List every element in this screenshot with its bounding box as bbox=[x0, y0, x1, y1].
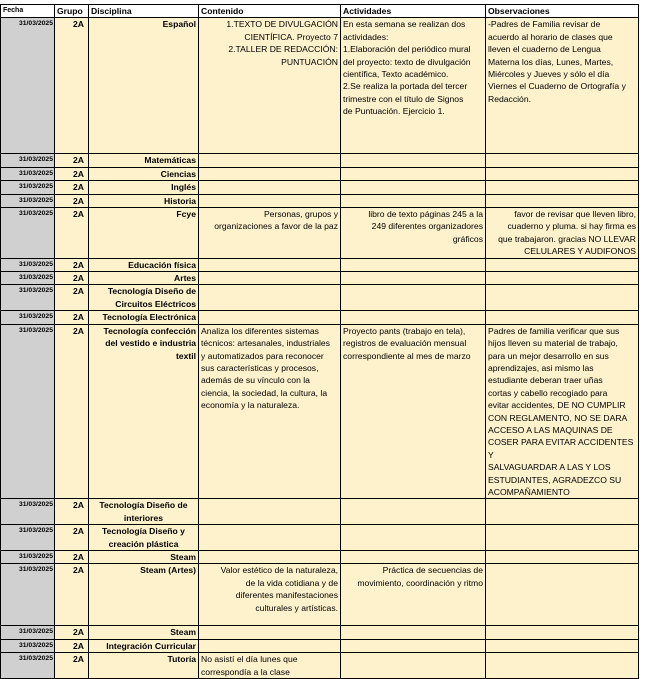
content-cell: Valor estético de la naturaleza, de la vida cotidiana y de diferentes manifestaciones culturales y artísticas. bbox=[199, 564, 341, 626]
observations-cell bbox=[486, 285, 639, 311]
group-cell: 2A bbox=[55, 324, 89, 499]
table-row bbox=[1, 653, 639, 679]
table-row bbox=[1, 208, 639, 259]
subject-cell: Historia bbox=[89, 194, 199, 207]
table-row bbox=[1, 285, 639, 311]
observations-cell bbox=[486, 525, 639, 551]
date-cell: 31/03/2025 bbox=[1, 167, 55, 180]
observations-cell bbox=[486, 181, 639, 194]
observations-cell bbox=[486, 194, 639, 207]
subject-cell: Tecnología Diseño de Circuitos Eléctricos bbox=[89, 285, 199, 311]
content-cell bbox=[199, 551, 341, 564]
header-grupo: Grupo bbox=[55, 5, 89, 18]
group-cell: 2A bbox=[55, 18, 89, 154]
observations-cell bbox=[486, 499, 639, 525]
date-cell: 31/03/2025 bbox=[1, 551, 55, 564]
activities-cell bbox=[341, 167, 486, 180]
observations-cell: Padres de familia verificar que sus hijos lleven su material de trabajo, para un mejor desarrollo en sus aprendizajes, asi mismo las estudiante deberan traer uñas cortas y cabello recogiado para evitar accidentes, DE NO CUMPLIR CON REGLAMENTO, NO SE DARA ACCESO A LAS MAQUINAS DE COSER PARA EVITAR ACCIDENTES Y SALVAGUARDAR A LAS Y LOS ESTUDIANTES, AGRADEZCO SU ACOMPAÑAMIENTO bbox=[486, 324, 639, 499]
subject-cell: Español bbox=[89, 18, 199, 154]
activities-cell bbox=[341, 499, 486, 525]
content-cell bbox=[199, 626, 341, 639]
content-cell bbox=[199, 167, 341, 180]
table-row bbox=[1, 564, 639, 626]
planning-sheet bbox=[0, 4, 638, 679]
activities-cell: En esta semana se realizan dos actividades: 1.Elaboración del periódico mural del proyecto: texto de divulgación científica, Texto académico. 2.Se realiza la portada del tercer trimestre con el título de Signos de Puntuación. Ejercicio 1. bbox=[341, 18, 486, 154]
table-row bbox=[1, 324, 639, 499]
group-cell: 2A bbox=[55, 525, 89, 551]
table-row bbox=[1, 311, 639, 324]
subject-cell: Tecnología confección del vestido e industria textil bbox=[89, 324, 199, 499]
observations-cell bbox=[486, 639, 639, 652]
date-cell: 31/03/2025 bbox=[1, 272, 55, 285]
content-cell bbox=[199, 258, 341, 271]
activities-cell bbox=[341, 272, 486, 285]
date-cell: 31/03/2025 bbox=[1, 499, 55, 525]
date-cell: 31/03/2025 bbox=[1, 154, 55, 167]
header-disciplina: Disciplina bbox=[89, 5, 199, 18]
subject-cell: Matemáticas bbox=[89, 154, 199, 167]
subject-cell: Integración Curricular bbox=[89, 639, 199, 652]
table-row bbox=[1, 639, 639, 652]
table-row bbox=[1, 181, 639, 194]
subject-cell: Steam (Artes) bbox=[89, 564, 199, 626]
header-contenido: Contenido bbox=[199, 5, 341, 18]
table-row bbox=[1, 272, 639, 285]
table-row bbox=[1, 18, 639, 154]
group-cell: 2A bbox=[55, 551, 89, 564]
activities-cell bbox=[341, 181, 486, 194]
group-cell: 2A bbox=[55, 272, 89, 285]
group-cell: 2A bbox=[55, 181, 89, 194]
date-cell: 31/03/2025 bbox=[1, 525, 55, 551]
content-cell bbox=[199, 194, 341, 207]
group-cell: 2A bbox=[55, 311, 89, 324]
date-cell: 31/03/2025 bbox=[1, 285, 55, 311]
activities-cell bbox=[341, 639, 486, 652]
activities-cell bbox=[341, 311, 486, 324]
content-cell bbox=[199, 181, 341, 194]
table-row bbox=[1, 499, 639, 525]
table-row bbox=[1, 154, 639, 167]
subject-cell: Inglés bbox=[89, 181, 199, 194]
subject-cell: Steam bbox=[89, 626, 199, 639]
activities-cell: libro de texto páginas 245 a la 249 diferentes organizadores gráficos bbox=[341, 208, 486, 259]
content-cell: No asistí el día lunes que correspondía a la clase bbox=[199, 653, 341, 679]
content-cell bbox=[199, 154, 341, 167]
observations-cell: -Padres de Familia revisar de acuerdo al horario de clases que lleven el cuaderno de Lengua Materna los días, Lunes, Martes, Miércoles y Jueves y sólo el día Viernes el Cuaderno de Ortografía y Redacción. bbox=[486, 18, 639, 154]
group-cell: 2A bbox=[55, 258, 89, 271]
observations-cell bbox=[486, 311, 639, 324]
content-cell bbox=[199, 639, 341, 652]
table-row bbox=[1, 194, 639, 207]
header-row bbox=[1, 5, 639, 18]
subject-cell: Fcye bbox=[89, 208, 199, 259]
activities-cell bbox=[341, 551, 486, 564]
observations-cell bbox=[486, 154, 639, 167]
activities-cell bbox=[341, 525, 486, 551]
activities-cell: Práctica de secuencias de movimiento, coordinación y ritmo bbox=[341, 564, 486, 626]
group-cell: 2A bbox=[55, 499, 89, 525]
table-row bbox=[1, 258, 639, 271]
date-cell: 31/03/2025 bbox=[1, 258, 55, 271]
activities-cell bbox=[341, 154, 486, 167]
table-row bbox=[1, 551, 639, 564]
date-cell: 31/03/2025 bbox=[1, 324, 55, 499]
activities-cell bbox=[341, 626, 486, 639]
subject-cell: Artes bbox=[89, 272, 199, 285]
date-cell: 31/03/2025 bbox=[1, 564, 55, 626]
group-cell: 2A bbox=[55, 564, 89, 626]
activities-cell bbox=[341, 194, 486, 207]
content-cell: Personas, grupos y organizaciones a favor de la paz bbox=[199, 208, 341, 259]
table-row bbox=[1, 525, 639, 551]
subject-cell: Tecnología Diseño de interiores bbox=[89, 499, 199, 525]
subject-cell: Steam bbox=[89, 551, 199, 564]
observations-cell bbox=[486, 653, 639, 679]
content-cell bbox=[199, 285, 341, 311]
group-cell: 2A bbox=[55, 639, 89, 652]
header-fecha: Fecha bbox=[1, 5, 55, 18]
date-cell: 31/03/2025 bbox=[1, 626, 55, 639]
subject-cell: Educación física bbox=[89, 258, 199, 271]
content-cell: Analiza los diferentes sistemas técnicos: artesanales, industriales y automatizados para reconocer sus características y procesos, además de su vínculo con la ciencia, la sociedad, la cultura, la economía y la naturaleza. bbox=[199, 324, 341, 499]
content-cell bbox=[199, 272, 341, 285]
observations-cell bbox=[486, 626, 639, 639]
content-cell bbox=[199, 525, 341, 551]
content-cell: 1.TEXTO DE DIVULGACIÓN CIENTÍFICA. Proyecto 7 2.TALLER DE REDACCIÓN: PUNTUACIÓN bbox=[199, 18, 341, 154]
date-cell: 31/03/2025 bbox=[1, 208, 55, 259]
group-cell: 2A bbox=[55, 167, 89, 180]
subject-cell: Tecnología Diseño y creación plástica bbox=[89, 525, 199, 551]
group-cell: 2A bbox=[55, 653, 89, 679]
group-cell: 2A bbox=[55, 194, 89, 207]
observations-cell bbox=[486, 258, 639, 271]
table-row bbox=[1, 626, 639, 639]
group-cell: 2A bbox=[55, 626, 89, 639]
date-cell: 31/03/2025 bbox=[1, 194, 55, 207]
group-cell: 2A bbox=[55, 208, 89, 259]
table-row bbox=[1, 167, 639, 180]
observations-cell: favor de revisar que lleven libro, cuaderno y pluma. si hay firma es que trabajaron. gracias NO LLEVAR CELULARES Y AUDIFONOS bbox=[486, 208, 639, 259]
date-cell: 31/03/2025 bbox=[1, 311, 55, 324]
subject-cell: Ciencias bbox=[89, 167, 199, 180]
header-observaciones: Observaciones bbox=[486, 5, 639, 18]
activities-cell bbox=[341, 285, 486, 311]
header-actividades: Actividades bbox=[341, 5, 486, 18]
content-cell bbox=[199, 311, 341, 324]
date-cell: 31/03/2025 bbox=[1, 639, 55, 652]
subject-cell: Tecnología Electrónica bbox=[89, 311, 199, 324]
observations-cell bbox=[486, 564, 639, 626]
date-cell: 31/03/2025 bbox=[1, 18, 55, 154]
date-cell: 31/03/2025 bbox=[1, 653, 55, 679]
activities-cell bbox=[341, 653, 486, 679]
activities-cell: Proyecto pants (trabajo en tela), registros de evaluación mensual correspondiente al mes de marzo bbox=[341, 324, 486, 499]
observations-cell bbox=[486, 551, 639, 564]
content-cell bbox=[199, 499, 341, 525]
group-cell: 2A bbox=[55, 154, 89, 167]
date-cell: 31/03/2025 bbox=[1, 181, 55, 194]
subject-cell: Tutoría bbox=[89, 653, 199, 679]
observations-cell bbox=[486, 167, 639, 180]
activities-cell bbox=[341, 258, 486, 271]
weekly-plan-table bbox=[0, 4, 639, 679]
observations-cell bbox=[486, 272, 639, 285]
group-cell: 2A bbox=[55, 285, 89, 311]
